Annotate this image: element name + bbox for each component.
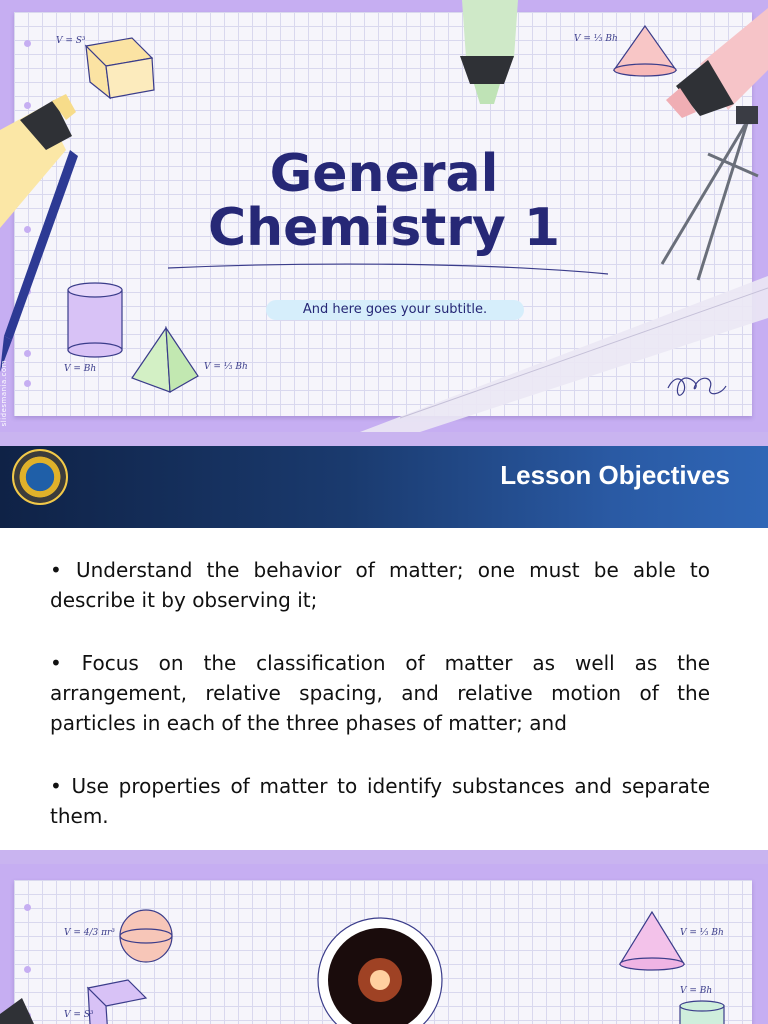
title-underline [168, 264, 608, 274]
cone-icon [614, 26, 676, 76]
yellow-highlighter-icon [0, 998, 34, 1024]
green-highlighter-icon [460, 0, 518, 104]
objective-item: • Use properties of matter to identify substances and separate them. [50, 774, 710, 828]
atom-image-icon [318, 918, 442, 1024]
school-logo-icon [12, 449, 68, 505]
cylinder-formula: V = Bh [64, 364, 97, 374]
cube-formula: V = S³ [56, 36, 86, 46]
title-line-2: Chemistry 1 [207, 198, 561, 258]
cylinder-icon [680, 1001, 724, 1024]
slide3-decorations [0, 864, 768, 1024]
compass-icon [662, 106, 758, 280]
cube-icon [88, 980, 146, 1024]
sphere-formula: V = 4/3 πr³ [64, 928, 115, 938]
pyramid-formula: V = ⅓ Bh [204, 362, 248, 372]
cube-formula: V = S³ [64, 1010, 94, 1020]
title-line-1: General [269, 144, 499, 204]
yellow-highlighter-icon [0, 94, 76, 228]
objective-item: • Understand the behavior of matter; one must be able to describe it by observing it; [50, 558, 710, 612]
header-title: Lesson Objectives [500, 460, 730, 490]
objectives-slide [0, 446, 768, 850]
title-slide [0, 0, 768, 432]
cone-formula: V = ⅓ Bh [680, 928, 724, 938]
pyramid-icon [132, 328, 198, 392]
cylinder-formula: V = Bh [680, 986, 713, 996]
squiggle-icon [668, 378, 726, 395]
subtitle: And here goes your subtitle. [266, 300, 524, 320]
cylinder-icon [68, 283, 122, 357]
cube-icon [86, 38, 154, 98]
objective-item: • Focus on the classification of matter as well as the arrangement, relative spacing, and relative motion of the particles in each of the three phases of matter; and [50, 651, 710, 735]
cone-formula: V = ⅓ Bh [574, 34, 618, 44]
slide-header [0, 446, 768, 528]
cone-icon [620, 912, 684, 970]
credit-text: slidesmania.com [0, 360, 8, 427]
pink-highlighter-icon [666, 8, 768, 118]
sphere-icon [120, 910, 172, 962]
next-slide-preview [0, 864, 768, 1024]
